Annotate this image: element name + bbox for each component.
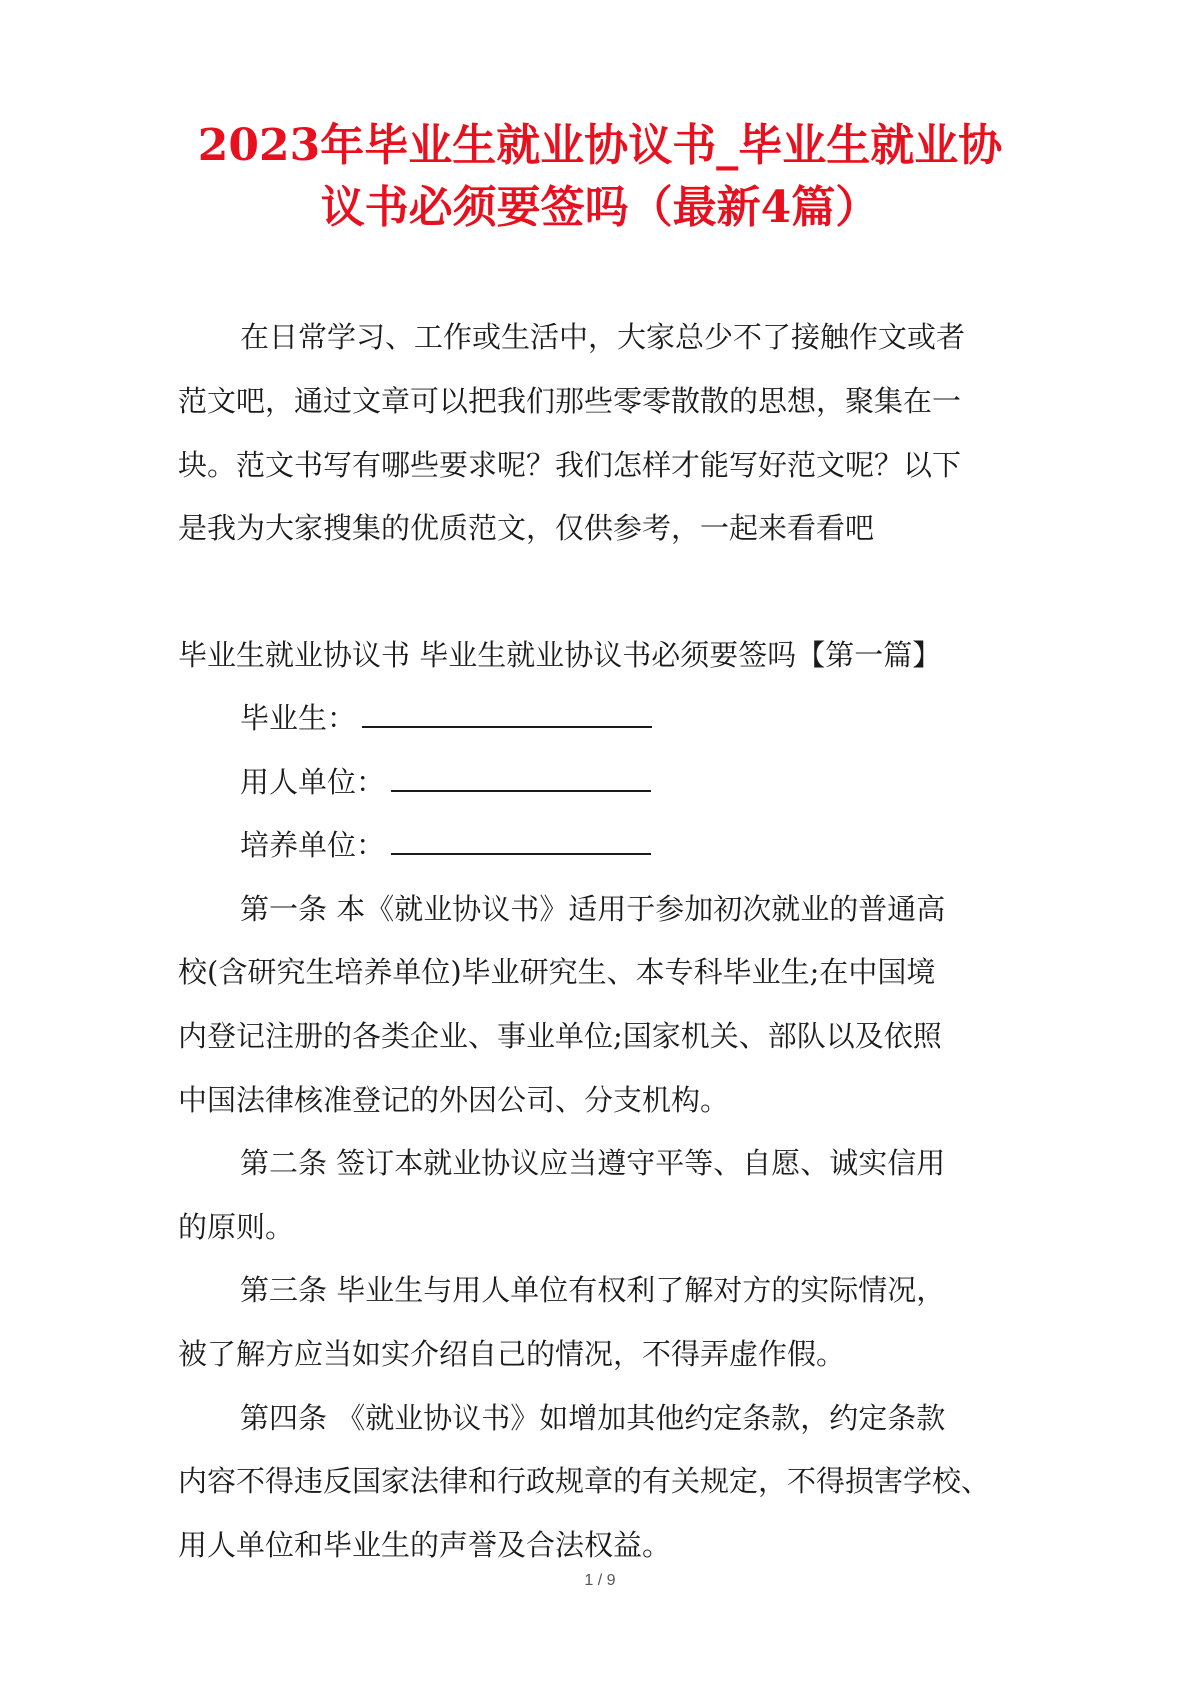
trainer-label: 培养单位： — [240, 828, 386, 862]
trainer-blank-line — [391, 831, 651, 855]
article-2-line: 第二条 签订本就业协议应当遵守平等、自愿、诚实信用 — [240, 1146, 946, 1180]
intro-line: 是我为大家搜集的优质范文，仅供参考，一起来看看吧 — [178, 511, 875, 545]
article-1-line: 中国法律核准登记的外因公司、分支机构。 — [178, 1083, 730, 1117]
section-heading: 毕业生就业协议书 毕业生就业协议书必须要签吗【第一篇】 — [178, 638, 942, 672]
graduate-blank-line — [362, 704, 652, 728]
employer-field — [240, 762, 651, 802]
intro-line: 块。范文书写有哪些要求呢？我们怎样才能写好范文呢？以下 — [178, 448, 962, 482]
article-3-line: 被了解方应当如实介绍自己的情况，不得弄虚作假。 — [178, 1337, 846, 1371]
employer-blank-line — [391, 768, 651, 792]
article-4-line: 第四条 《就业协议书》如增加其他约定条款，约定条款 — [240, 1401, 946, 1435]
article-4-line: 内容不得违反国家法律和行政规章的有关规定，不得损害学校、 — [178, 1464, 991, 1498]
document-title-line-2: 议书必须要签吗（最新4篇） — [320, 182, 880, 233]
intro-line: 在日常学习、工作或生活中，大家总少不了接触作文或者 — [240, 320, 966, 354]
article-1-line: 第一条 本《就业协议书》适用于参加初次就业的普通高 — [240, 892, 946, 926]
article-3-line: 第三条 毕业生与用人单位有权利了解对方的实际情况， — [240, 1273, 946, 1307]
trainer-field — [240, 825, 651, 865]
article-4-line: 用人单位和毕业生的声誉及合法权益。 — [178, 1528, 672, 1562]
article-1-line: 校(含研究生培养单位)毕业研究生、本专科毕业生;在中国境 — [178, 955, 936, 989]
intro-line: 范文吧，通过文章可以把我们那些零零散散的思想，聚集在一 — [178, 384, 962, 418]
graduate-field — [240, 698, 652, 738]
article-1-line: 内登记注册的各类企业、事业单位;国家机关、部队以及依照 — [178, 1019, 942, 1053]
document-title-line-1: 2023年毕业生就业协议书_毕业生就业协 — [197, 120, 1003, 171]
graduate-label: 毕业生： — [240, 701, 357, 735]
employer-label: 用人单位： — [240, 765, 386, 799]
page-number: 1 / 9 — [584, 1572, 616, 1589]
article-2-line: 的原则。 — [178, 1210, 295, 1244]
